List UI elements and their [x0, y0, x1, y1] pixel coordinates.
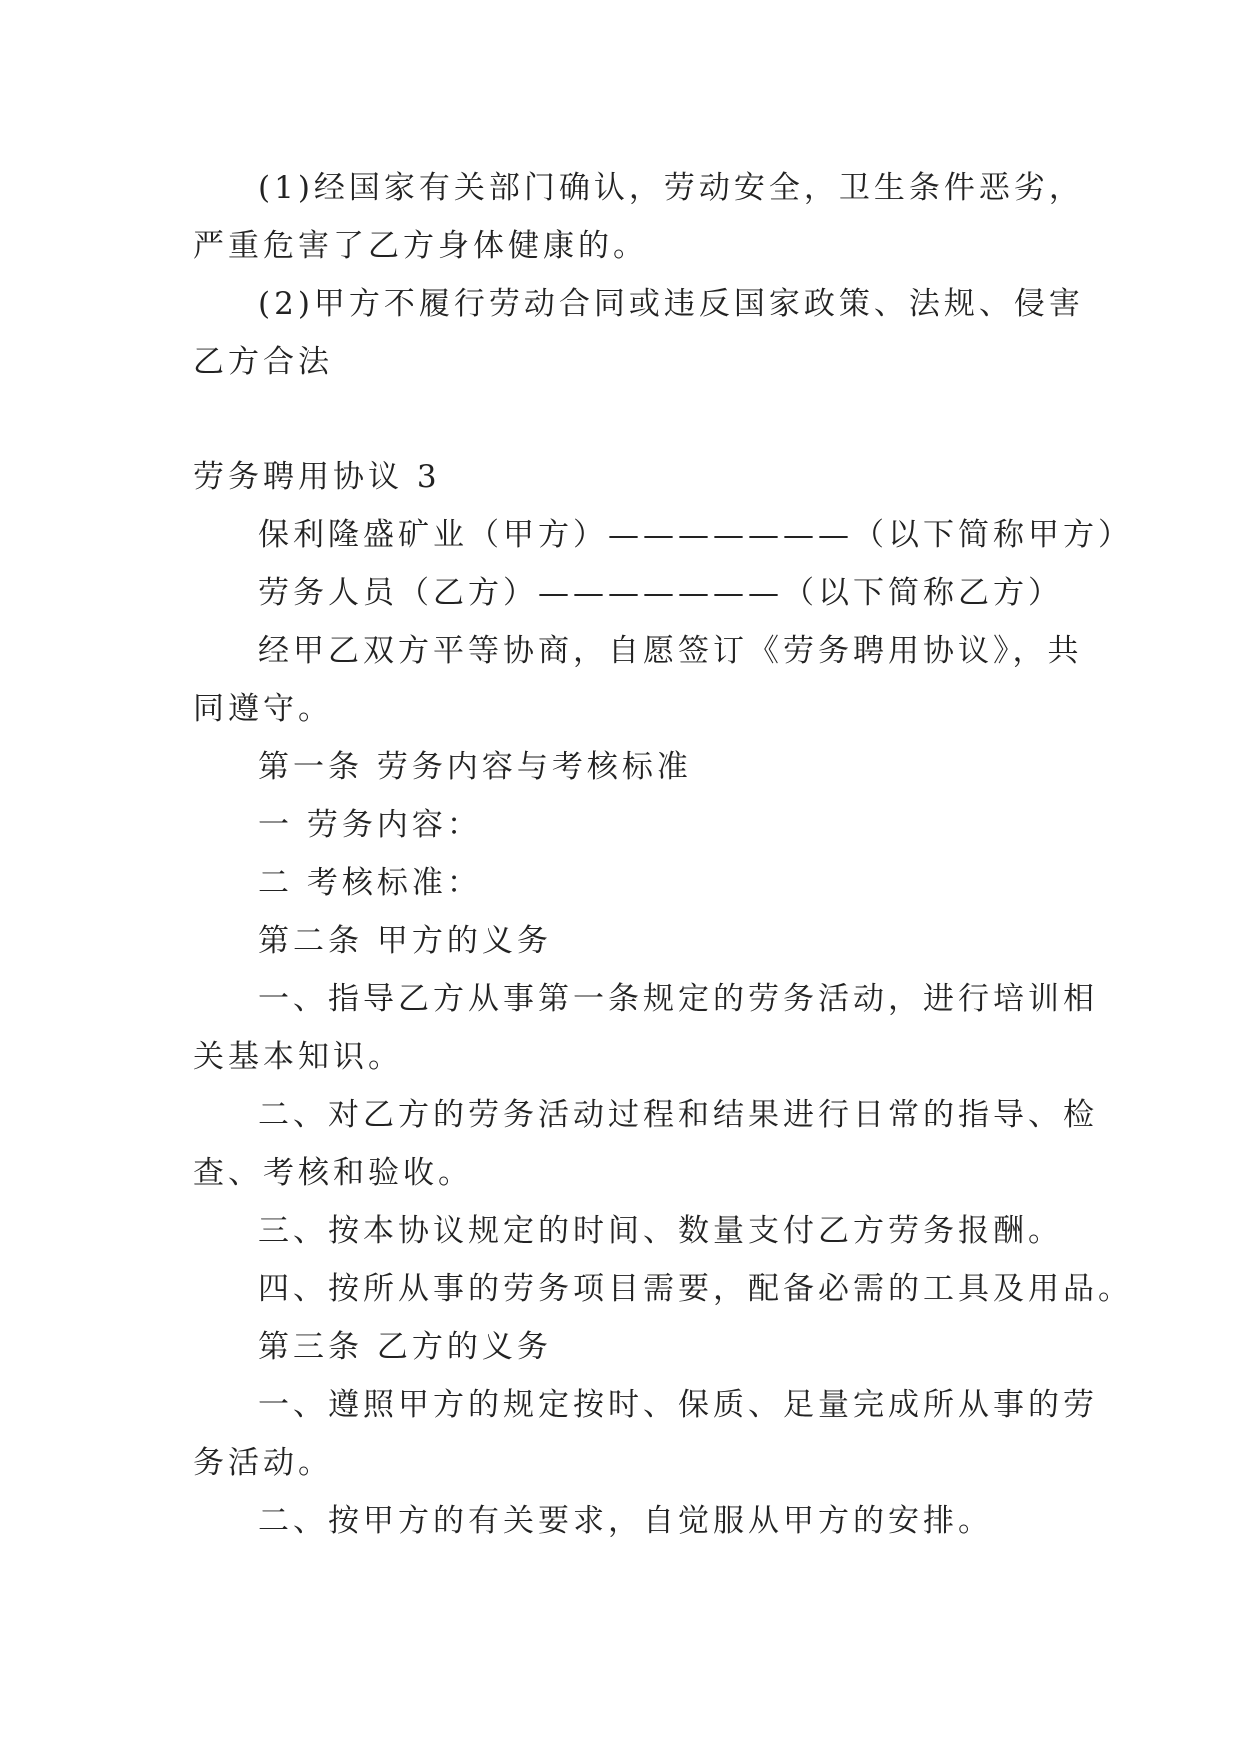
article-heading: 第三条 乙方的义务 — [258, 1329, 552, 1365]
party-b-line: 劳务人员（乙方）———————（以下简称乙方） — [258, 575, 1063, 611]
paragraph-line: 三、按本协议规定的时间、数量支付乙方劳务报酬。 — [258, 1213, 1063, 1249]
article-heading: 第二条 甲方的义务 — [258, 923, 552, 959]
party-a-line: 保利隆盛矿业（甲方）———————（以下简称甲方） — [258, 517, 1133, 553]
paragraph-line: (2)甲方不履行劳动合同或违反国家政策、法规、侵害 — [258, 286, 1084, 322]
paragraph-line: 一 劳务内容： — [258, 807, 482, 843]
section-title: 劳务聘用协议 3 — [193, 459, 441, 495]
paragraph-line: 一、遵照甲方的规定按时、保质、足量完成所从事的劳 — [258, 1387, 1098, 1423]
paragraph-line: 同遵守。 — [193, 691, 333, 727]
paragraph-line: (1)经国家有关部门确认，劳动安全，卫生条件恶劣， — [258, 170, 1084, 206]
paragraph-line: 四、按所从事的劳务项目需要，配备必需的工具及用品。 — [258, 1271, 1133, 1307]
paragraph-line: 关基本知识。 — [193, 1039, 403, 1075]
paragraph-line: 一、指导乙方从事第一条规定的劳务活动，进行培训相 — [258, 981, 1098, 1017]
paragraph-line: 经甲乙双方平等协商，自愿签订《劳务聘用协议》，共 — [258, 633, 1083, 669]
paragraph-line: 二 考核标准： — [258, 865, 482, 901]
paragraph-line: 务活动。 — [193, 1445, 333, 1481]
article-heading: 第一条 劳务内容与考核标准 — [258, 749, 692, 785]
paragraph-line: 查、考核和验收。 — [193, 1155, 473, 1191]
paragraph-line: 二、对乙方的劳务活动过程和结果进行日常的指导、检 — [258, 1097, 1098, 1133]
paragraph-line: 乙方合法 — [193, 344, 333, 380]
paragraph-line: 严重危害了乙方身体健康的。 — [193, 228, 648, 264]
paragraph-line: 二、按甲方的有关要求，自觉服从甲方的安排。 — [258, 1503, 993, 1539]
